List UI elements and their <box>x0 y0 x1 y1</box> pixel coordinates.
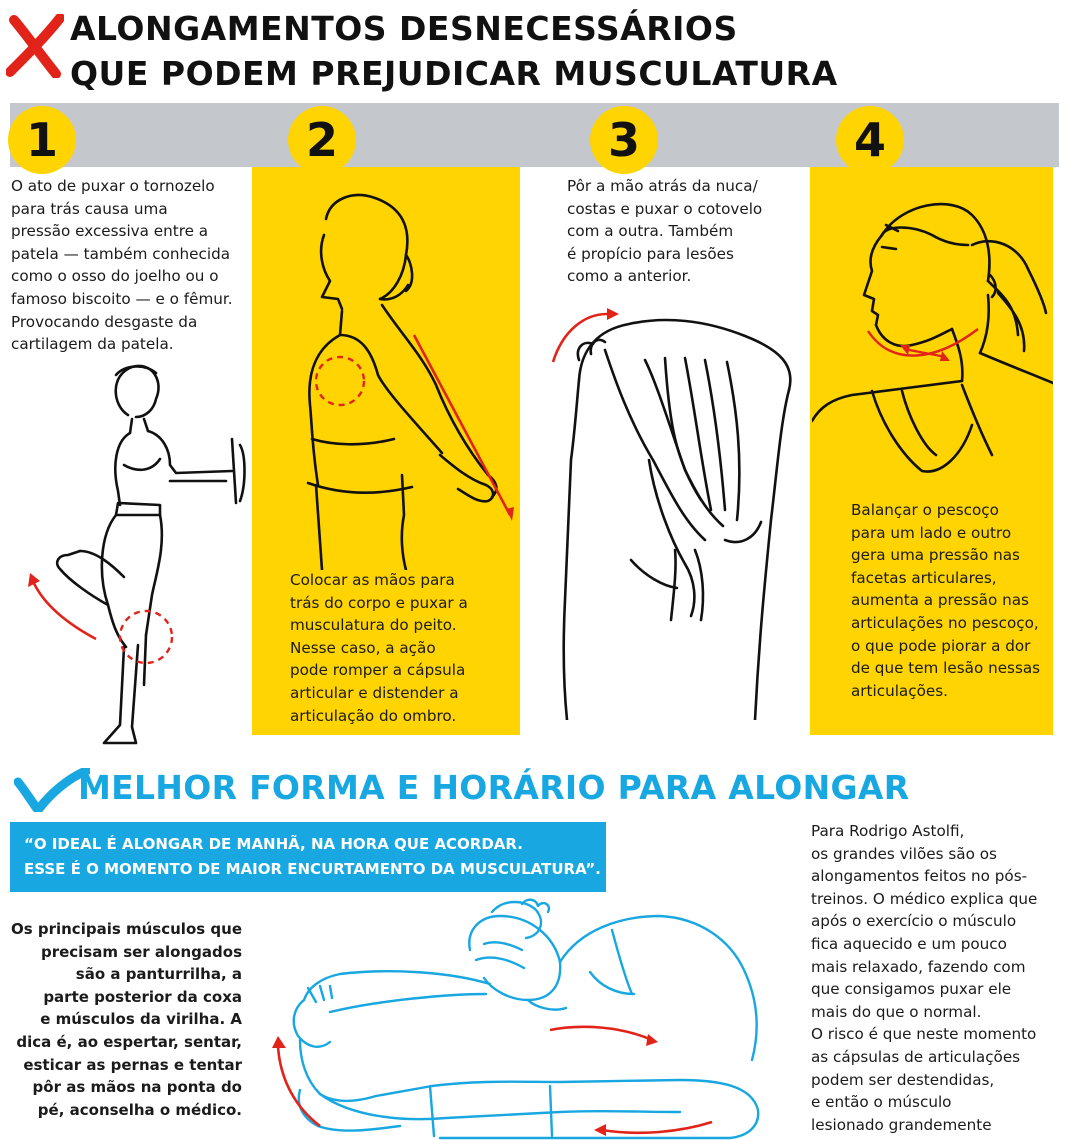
x-mark-icon <box>6 14 64 78</box>
chest-stretch-illustration <box>282 185 520 570</box>
title-line-2: QUE PODEM PREJUDICAR MUSCULATURA <box>70 54 838 93</box>
muscles-text: Os principais músculos que precisam ser alongados são a panturrilha, a parte posterior da coxa e músculos da virilha. A dica é, ao espertar, sentar, esticar as pernas e tentar pôr as mãos na ponta do pé, aconselha o médico. <box>10 920 242 1119</box>
quad-stretch-illustration <box>20 355 260 755</box>
section-title: MELHOR FORMA E HORÁRIO PARA ALONGAR <box>78 768 910 807</box>
step-number-3: 3 <box>590 106 658 174</box>
arrow-icon <box>414 335 510 515</box>
step-number-2: 2 <box>288 106 356 174</box>
step-4-text: Balançar o pescoço para um lado e outro gera uma pressão nas facetas articulares, aumenta a pressão nas articulações no pescoço, o que pode piorar a dor de que tem lesão nessas articulações. <box>851 501 1041 700</box>
tricep-stretch-illustration <box>545 300 810 720</box>
step-2-text: Colocar as mãos para trás do corpo e puxar a musculatura do peito. Nesse caso, a ação pode romper a cápsula articular e distender a articulação do ombro. <box>290 571 468 725</box>
neck-stretch-illustration <box>812 185 1053 490</box>
quote-text: “O IDEAL É ALONGAR DE MANHÃ, NA HORA QUE ACORDAR. ESSE É O MOMENTO DE MAIOR ENCURTAMENTO DA MUSCULATURA”. <box>24 835 601 878</box>
arrow-icon <box>550 1027 652 1040</box>
step-3-text: Pôr a mão atrás da nuca/ costas e puxar o cotovelo com a outra. Também é propício para lesões como a anterior. <box>567 177 763 286</box>
step-number-4: 4 <box>836 106 904 174</box>
doctor-text: Para Rodrigo Astolfi, os grandes vilões são os alongamentos feitos no pós- treinos. O médico explica que após o exercício o músculo fica aquecido e um pouco mais relaxado, fazendo com que consigamos puxar ele mais do que o normal. O risco é que neste momento as cápsulas de articulações podem ser destendidas, e então o músculo lesionado grandemente <box>811 822 1038 1134</box>
title-line-1: ALONGAMENTOS DESNECESSÁRIOS <box>70 9 738 48</box>
arrow-icon <box>32 579 96 639</box>
seated-stretch-illustration <box>260 890 800 1140</box>
arrow-icon <box>602 1122 712 1133</box>
page-title <box>70 6 838 96</box>
step-number-1: 1 <box>8 106 76 174</box>
step-1-text: O ato de puxar o tornozelo para trás causa uma pressão excessiva entre a patela — também conhecida como o osso do joelho ou o famoso biscoito — e o fêmur. Provocando desgaste da cartilagem da patela. <box>11 177 233 354</box>
